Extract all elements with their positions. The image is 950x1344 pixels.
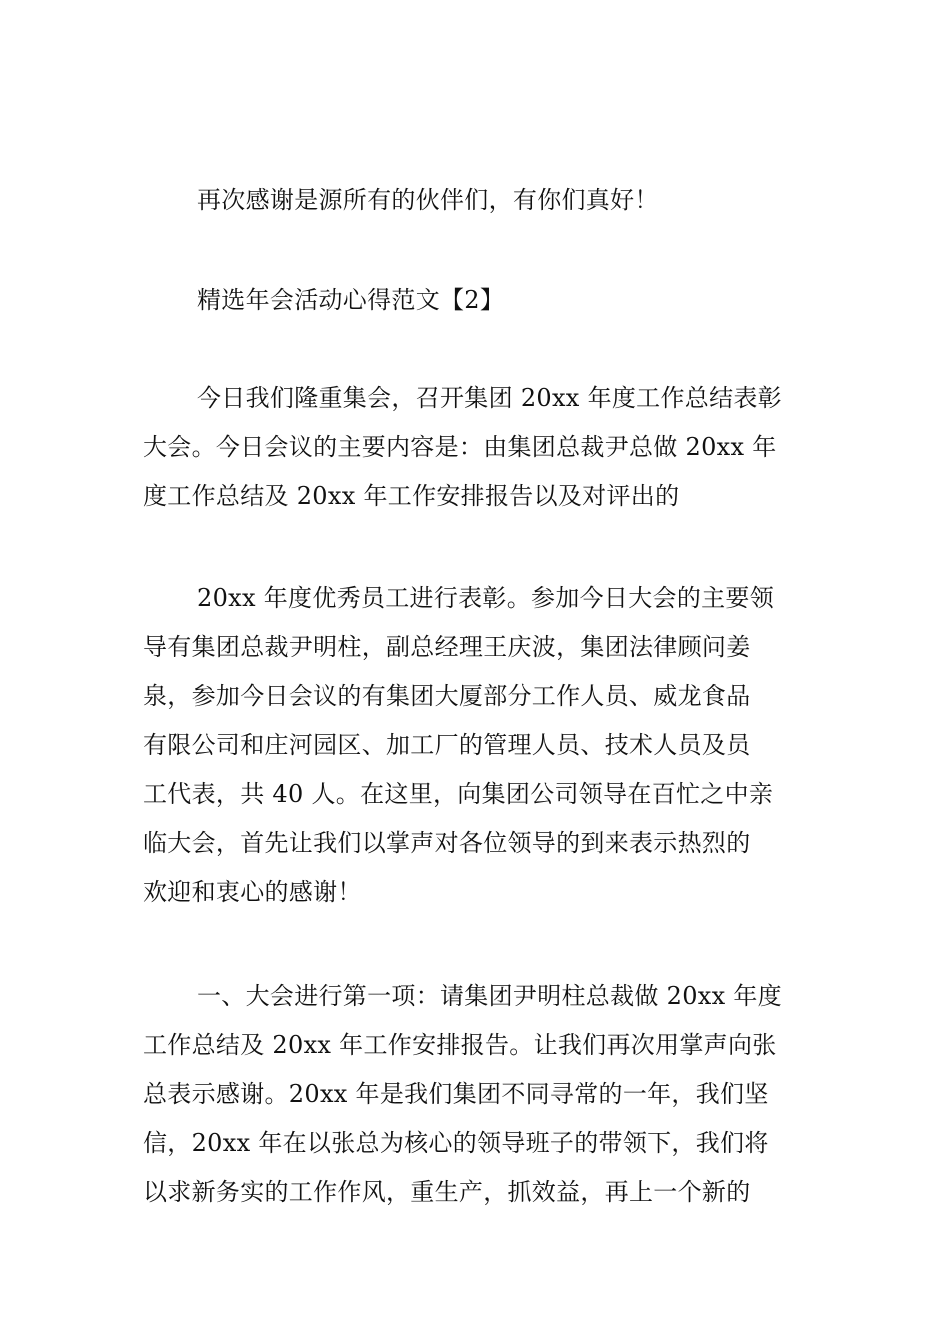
paragraph-line: 总表示感谢。20xx 年是我们集团不同寻常的一年，我们坚 [143, 1080, 769, 1108]
paragraph-2 [143, 574, 807, 917]
thanks-paragraph [143, 176, 807, 225]
paragraph-line: 工代表，共 40 人。在这里，向集团公司领导在百忙之中亲 [143, 780, 774, 808]
section-heading-text: 精选年会活动心得范文【2】 [197, 286, 505, 314]
paragraph-line: 以求新务实的工作作风，重生产，抓效益，再上一个新的 [143, 1178, 751, 1206]
paragraph-line: 工作总结及 20xx 年工作安排报告。让我们再次用掌声向张 [143, 1031, 777, 1059]
paragraph-line: 临大会，首先让我们以掌声对各位领导的到来表示热烈的 [143, 829, 751, 857]
paragraph-line: 大会。今日会议的主要内容是：由集团总裁尹总做 20xx 年 [143, 433, 777, 461]
paragraph-line: 20xx 年度优秀员工进行表彰。参加今日大会的主要领 [197, 584, 775, 612]
paragraph-line: 今日我们隆重集会，召开集团 20xx 年度工作总结表彰 [197, 384, 782, 412]
paragraph-line: 欢迎和衷心的感谢！ [143, 878, 362, 906]
section-heading [143, 276, 807, 325]
paragraph-line: 导有集团总裁尹明柱，副总经理王庆波，集团法律顾问姜 [143, 633, 751, 661]
paragraph-line: 泉，参加今日会议的有集团大厦部分工作人员、威龙食品 [143, 682, 751, 710]
paragraph-line: 一、大会进行第一项：请集团尹明柱总裁做 20xx 年度 [197, 982, 782, 1010]
paragraph-line: 信，20xx 年在以张总为核心的领导班子的带领下，我们将 [143, 1129, 769, 1157]
paragraph-3 [143, 972, 807, 1217]
paragraph-line: 有限公司和庄河园区、加工厂的管理人员、技术人员及员 [143, 731, 751, 759]
paragraph-1 [143, 374, 807, 521]
thanks-line: 再次感谢是源所有的伙伴们，有你们真好！ [197, 186, 659, 214]
paragraph-line: 度工作总结及 20xx 年工作安排报告以及对评出的 [143, 482, 680, 510]
